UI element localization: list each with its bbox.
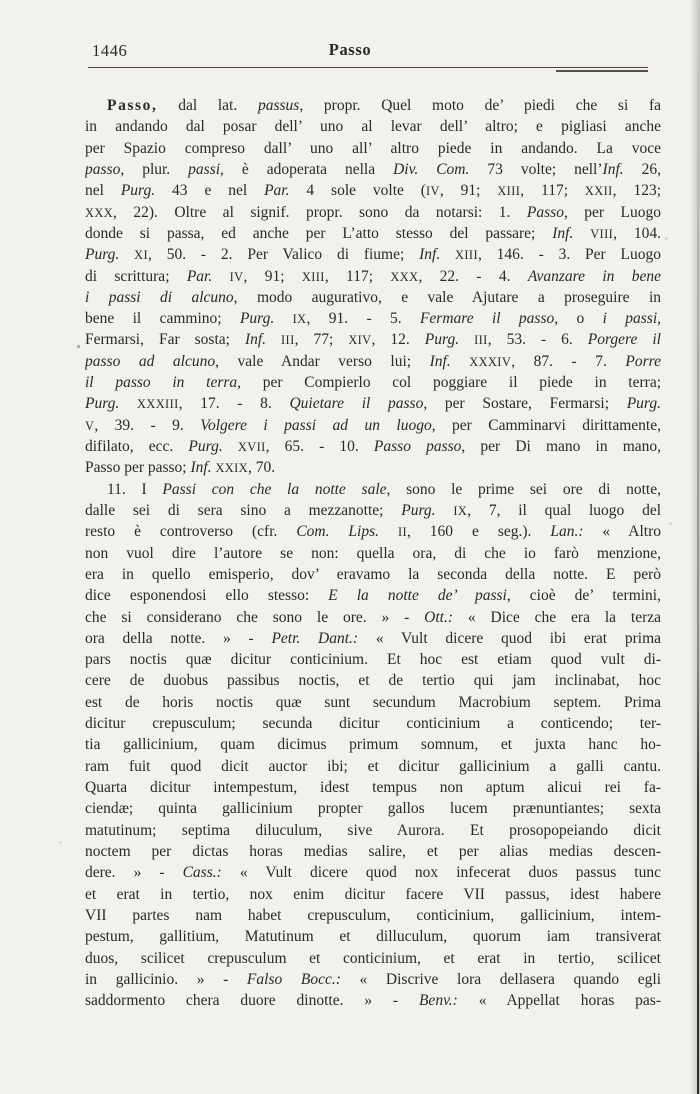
text-segment: IV: [425, 184, 440, 199]
running-title: Passo: [328, 40, 372, 59]
text-segment: ora della notte. » -: [85, 629, 272, 647]
text-segment: tia gallicinium, quam dicimus primum somnum, et juxta hanc ho-: [85, 736, 661, 754]
text-segment: duos, scilicet crepusculum et conticinium, et erat in tertio, scilicet: [85, 949, 661, 967]
text-segment: [440, 246, 455, 263]
text-segment: dal lat.: [157, 97, 258, 114]
text-segment: , 160 e seg.).: [407, 523, 551, 541]
text-segment: Purg.: [424, 331, 460, 349]
text-segment: [436, 502, 454, 519]
text-segment: Inf.: [419, 246, 441, 264]
text-segment: VII partes nam habet crepusculum, conticinium, gallicinium, intem-: [85, 906, 661, 924]
text-segment: , plur.: [120, 160, 189, 178]
text-segment: , 22). Oltre al signif. propr. sono da notarsi: 1.: [113, 203, 527, 221]
text-line: [85, 266, 661, 287]
text-segment: « Appellat horas pas-: [457, 992, 661, 1010]
scan-specks: [0, 0, 1, 1]
text-line: [85, 585, 661, 606]
text-segment: passus: [257, 97, 300, 114]
text-segment: Par.: [264, 182, 290, 200]
text-line: [85, 670, 661, 691]
text-segment: , 50. - 2. Per Valico di fiume;: [148, 246, 420, 264]
header-rule-segment: [556, 70, 648, 72]
text-segment: Passo,: [107, 97, 158, 114]
text-line: [85, 884, 661, 905]
text-segment: Inf.: [602, 160, 624, 178]
text-line: [85, 116, 661, 137]
text-segment: Div. Com.: [393, 160, 470, 178]
text-line: [85, 436, 661, 457]
text-line: [85, 287, 661, 308]
text-segment: Fermarsi, Far sosta;: [85, 331, 245, 349]
text-segment: IX: [292, 312, 307, 327]
text-segment: 73 volte; nell’: [469, 160, 603, 178]
text-segment: ciendæ; quinta gallicinium propter gallos lucem prænuntiantes; sexta: [85, 800, 661, 818]
text-segment: Ott.:: [424, 608, 454, 626]
text-segment: « Vult dicere quod ibi erat prima: [358, 629, 661, 647]
text-segment: , modo augurativo, e vale Ajutare a proseguire in: [233, 288, 661, 306]
text-line: [85, 713, 661, 734]
text-segment: 4 sole volte (: [289, 182, 426, 200]
text-segment: ,: [657, 310, 661, 328]
text-segment: « Altro: [583, 523, 661, 541]
page-number: 1446: [92, 41, 128, 60]
text-segment: il passo in terra: [85, 374, 238, 392]
text-line: [85, 415, 661, 436]
text-line: [85, 990, 661, 1011]
text-segment: [266, 331, 281, 348]
text-segment: per Spazio compreso dall’ uno all’ altro piede in andando. La voce: [85, 139, 661, 157]
text-segment: IX: [453, 503, 468, 518]
text-segment: , 104.: [613, 224, 661, 242]
text-line: [85, 521, 661, 542]
text-segment: , per Sostare, Fermarsi;: [423, 395, 627, 413]
text-segment: XXIX: [215, 461, 249, 476]
text-line: [85, 543, 661, 564]
text-segment: [274, 310, 292, 327]
text-segment: , 7, il qual luogo del: [467, 501, 661, 519]
text-segment: , è adoperata nella: [220, 160, 394, 178]
text-segment: et erat in tertio, nox enim dicitur facere VII passus, idest habere: [85, 885, 661, 903]
text-segment: [119, 246, 134, 263]
text-segment: , 91. - 5.: [306, 310, 420, 328]
text-segment: est de horis noctis quæ sunt secundum Macrobium septem. Prima: [85, 693, 661, 711]
text-segment: nel: [85, 182, 121, 200]
text-segment: II: [397, 525, 407, 540]
text-segment: cere de duobus passibus noctis, et de tertio qui jam inclinabat, hoc: [85, 672, 661, 690]
text-segment: [573, 225, 590, 242]
text-segment: XXXIV: [469, 354, 512, 369]
text-segment: , 22. - 4.: [418, 267, 528, 285]
text-segment: XXXIII: [137, 397, 179, 412]
text-line: [85, 841, 661, 862]
text-segment: XIII: [455, 248, 478, 263]
text-segment: , 65. - 10.: [265, 438, 374, 455]
text-segment: V: [85, 418, 95, 433]
text-segment: III: [474, 333, 488, 348]
text-segment: , 87. - 7.: [511, 352, 626, 370]
text-segment: Volgere i passi ad un luogo: [200, 416, 432, 434]
text-segment: Petr. Dant.:: [271, 629, 359, 647]
text-line: [85, 607, 661, 628]
text-segment: i passi: [602, 310, 658, 328]
text-segment: , per Luogo: [563, 203, 661, 221]
text-line: [85, 926, 661, 947]
text-line: [85, 734, 661, 755]
text-segment: [459, 331, 474, 348]
text-segment: XXX: [85, 205, 114, 220]
text-segment: di scrittura;: [85, 267, 187, 285]
text-segment: Quarta dicitur intempestum, idest tempus non aptum alicui rei fa-: [85, 779, 661, 796]
text-segment: Passi con che la notte sale: [162, 480, 387, 498]
text-line: [85, 777, 661, 798]
text-segment: dalle sei di sera sino a mezzanotte;: [85, 501, 402, 519]
text-segment: Purg.: [626, 395, 661, 413]
text-line: [85, 180, 661, 201]
text-line: [85, 159, 661, 180]
text-segment: i passi di alcuno: [85, 288, 234, 306]
text-line: [85, 244, 661, 265]
text-segment: , 117;: [324, 267, 391, 285]
text-segment: Passo per passo;: [85, 459, 191, 477]
text-segment: « Discrive lora dellasera quando egli: [340, 970, 661, 988]
text-segment: Purg.: [85, 246, 120, 264]
scan-edge-line: [697, 0, 700, 1094]
scan-edge-shadow: [690, 0, 700, 1094]
text-segment: Par.: [186, 267, 213, 285]
text-segment: [223, 438, 238, 455]
text-segment: VIII: [590, 226, 614, 241]
text-segment: , per Camminarvi dirittamente,: [431, 416, 661, 434]
text-segment: [379, 523, 398, 540]
text-line: [85, 372, 661, 393]
text-segment: Quietare il passo: [289, 395, 424, 413]
text-segment: non vuol dire l’autore se non: quella ora, di che io farò menzione,: [85, 544, 661, 562]
text-segment: dicitur crepusculum; secunda dicitur conticinium a conticendo; ter-: [85, 715, 661, 733]
text-segment: Purg.: [120, 182, 156, 200]
text-segment: pestum, gallitium, Matutinum et dilluculum, quorum iam transiverat: [85, 928, 661, 946]
text-segment: Cass.:: [182, 864, 222, 882]
text-segment: , 91;: [243, 267, 302, 285]
text-segment: passo ad alcuno: [85, 352, 216, 370]
text-segment: Purg.: [401, 501, 436, 519]
text-segment: era in quello emisperio, dov’ eravamo la seconda della notte. E però: [85, 565, 661, 583]
text-line: [85, 905, 661, 926]
header-rule: [88, 67, 648, 68]
text-segment: passo: [85, 160, 121, 178]
text-segment: XIII: [301, 269, 325, 284]
text-segment: , 91;: [439, 182, 498, 200]
text-segment: Purg.: [188, 438, 223, 455]
text-line: [85, 649, 661, 670]
text-segment: IV: [229, 269, 244, 284]
text-segment: Avanzare in bene: [527, 267, 661, 285]
text-segment: ram fuit quod dicit auctor ibi; et dicitur gallicinium a galli cantu.: [85, 757, 661, 775]
text-line: [85, 969, 661, 990]
text-line: [85, 457, 661, 478]
text-segment: pars noctis quæ dicitur conticinium. Et hoc est etiam quod vult di-: [85, 651, 661, 669]
text-line: [85, 329, 661, 350]
text-segment: matutinum; septima diluculum, sive Aurora. Et prosopopeiando dicit: [85, 821, 661, 839]
text-line: [85, 223, 661, 244]
text-segment: Purg.: [85, 395, 120, 413]
text-line: [85, 202, 661, 223]
text-segment: [119, 395, 137, 412]
text-segment: Porgere il: [587, 331, 661, 349]
text-segment: Passo passo: [373, 438, 462, 455]
text-segment: passi: [188, 160, 221, 178]
text-segment: XI: [134, 248, 149, 263]
text-segment: , 12.: [371, 331, 425, 349]
text-segment: « Vult dicere quod nox infecerat duos passus tunc: [221, 864, 661, 882]
text-line: [85, 393, 661, 414]
text-segment: resto è controverso (cfr.: [85, 523, 297, 541]
text-segment: che si considerano che sono le ore. » -: [85, 608, 425, 626]
text-segment: , 53. - 6.: [487, 331, 588, 349]
text-segment: dice esponendosi ello stesso:: [85, 587, 329, 605]
text-segment: « Dice che era la terza: [453, 608, 661, 626]
text-line: [85, 862, 661, 883]
text-line: [85, 500, 661, 521]
text-segment: Falso Bocc.:: [246, 970, 341, 988]
text-segment: Inf.: [429, 352, 451, 370]
text-segment: Porre: [625, 352, 661, 370]
text-line: [85, 692, 661, 713]
text-line: [85, 138, 661, 159]
text-block: [85, 95, 661, 1011]
text-segment: XVII: [237, 440, 266, 454]
text-line: [85, 308, 661, 329]
text-segment: saddormento chera duore dinotte. » -: [85, 992, 419, 1010]
text-segment: , propr. Quel moto de’ piedi che si fa: [299, 97, 661, 114]
text-segment: Lan.:: [550, 523, 584, 541]
text-segment: difilato, ecc.: [85, 438, 189, 455]
text-segment: Inf.: [244, 331, 267, 349]
text-segment: III: [281, 333, 295, 348]
text-segment: Inf.: [552, 224, 574, 242]
text-segment: XXX: [390, 269, 419, 284]
text-segment: , 17. - 8.: [178, 395, 290, 413]
text-segment: , 146. - 3. Per Luogo: [477, 246, 661, 264]
text-line: [85, 820, 661, 841]
text-segment: 43 e nel: [155, 182, 265, 200]
text-segment: , cioè de’ termini,: [506, 587, 661, 605]
text-segment: , 70.: [248, 459, 276, 477]
text-segment: XXII: [584, 184, 613, 199]
text-segment: 11. I: [107, 480, 163, 498]
text-segment: , sono le prime sei ore di notte,: [386, 480, 661, 498]
text-line: [85, 479, 661, 500]
text-segment: XIII: [497, 184, 521, 199]
text-segment: 26,: [623, 160, 661, 178]
text-segment: Com. Lips.: [296, 523, 379, 541]
text-segment: , per Di mano in mano,: [461, 438, 661, 455]
text-segment: [212, 268, 229, 285]
text-segment: in andando dal posar dell’ uno al levar dell’ altro; e pigliasi anche: [85, 118, 661, 136]
text-segment: , per Compierlo col poggiare il piede in terra;: [237, 374, 661, 392]
text-segment: XIV: [348, 333, 372, 348]
text-segment: in gallicinio. » -: [85, 970, 247, 988]
text-segment: bene il cammino;: [85, 310, 240, 328]
text-segment: E la notte de’ passi: [328, 587, 507, 605]
text-segment: [451, 353, 470, 370]
text-line: [85, 798, 661, 819]
text-segment: Purg.: [239, 310, 275, 328]
text-segment: , 117;: [520, 182, 585, 200]
text-segment: Benv.:: [418, 992, 458, 1010]
text-segment: noctem per dictas horas medias salire, et per alias medias descen-: [85, 842, 661, 860]
text-segment: Inf.: [190, 459, 212, 477]
text-line: [85, 564, 661, 585]
text-segment: donde si passa, ed anche per L’atto stesso del passare;: [85, 224, 553, 242]
text-segment: Passo: [526, 203, 564, 221]
text-segment: dere. » -: [85, 864, 183, 882]
text-segment: , 39. - 9.: [94, 416, 201, 434]
text-line: [85, 756, 661, 777]
text-segment: Fermare il passo: [419, 310, 555, 328]
text-segment: , 123;: [612, 182, 661, 200]
text-segment: , 77;: [294, 331, 349, 349]
text-segment: , o: [554, 310, 603, 328]
text-line: [85, 95, 661, 116]
text-segment: , vale Andar verso lui;: [215, 352, 430, 370]
text-line: [85, 351, 661, 372]
text-line: [85, 948, 661, 969]
text-line: [85, 628, 661, 649]
